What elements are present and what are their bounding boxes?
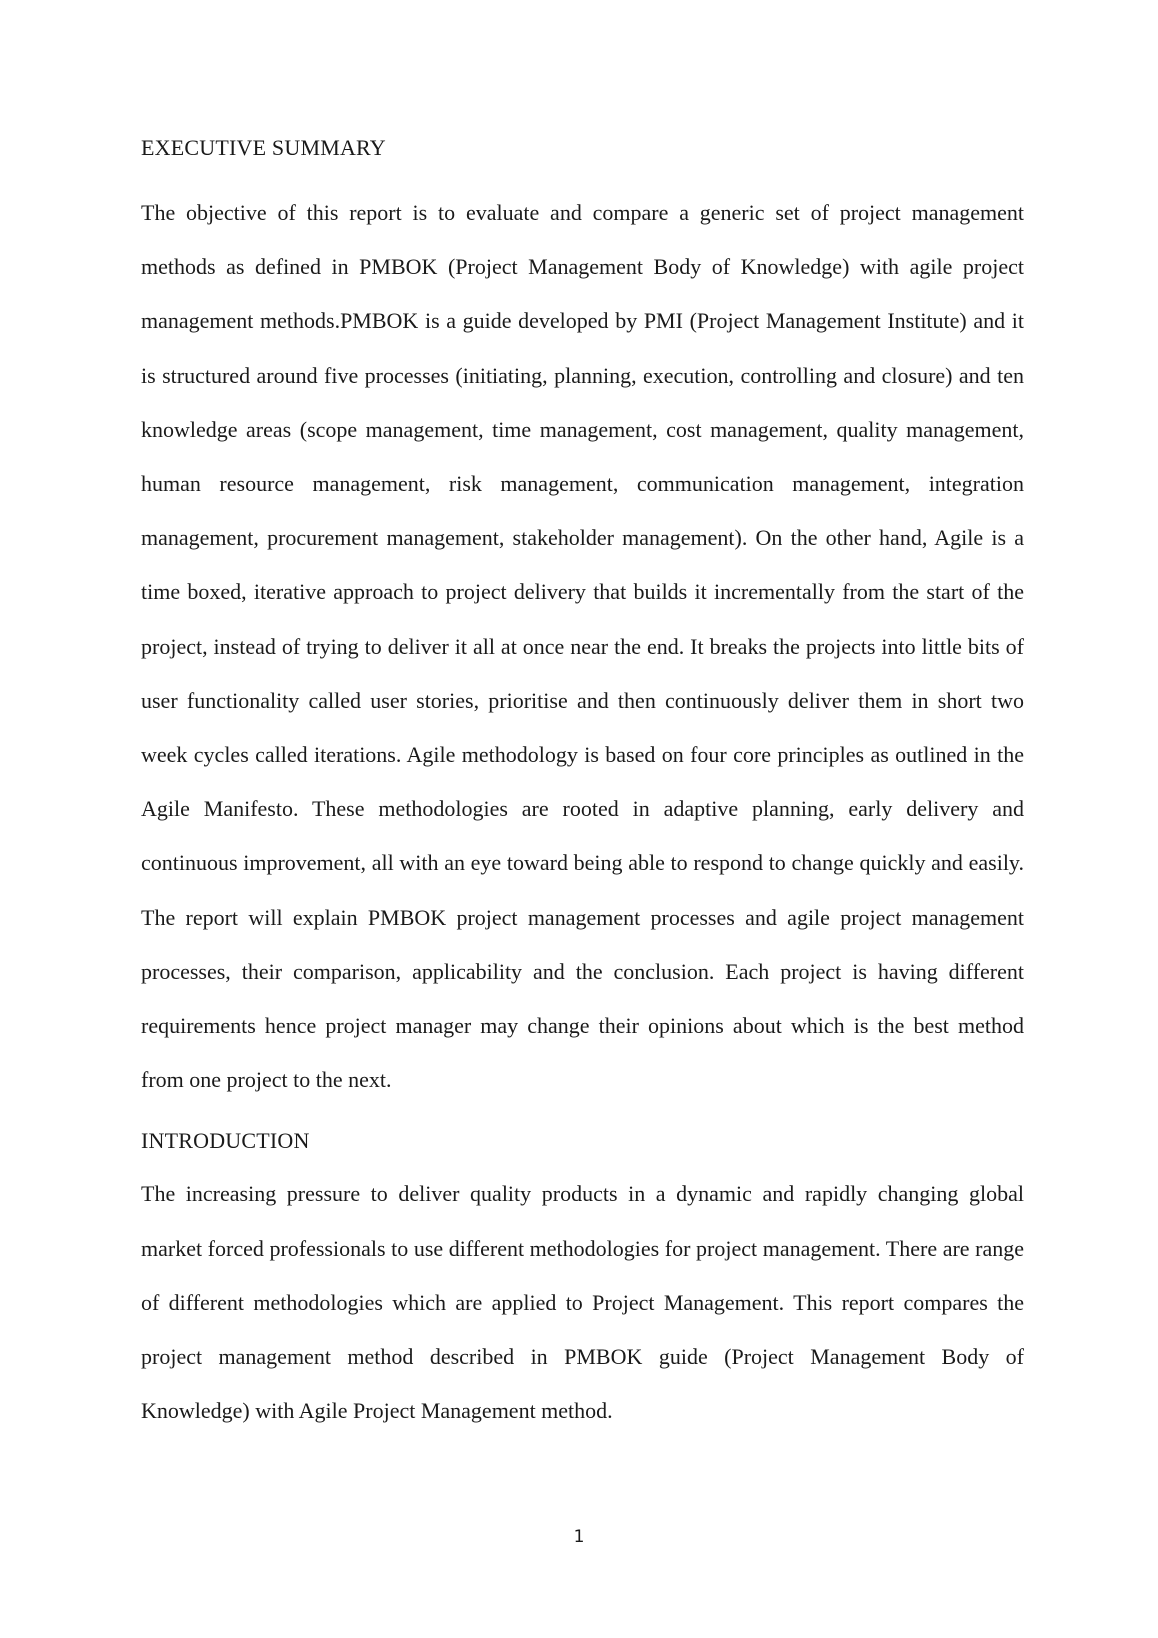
page-content bbox=[141, 132, 1024, 1438]
page-number: 1 bbox=[573, 1527, 585, 1547]
introduction-paragraph: The increasing pressure to deliver quality products in a dynamic and rapidly changing global market forced professionals to use different methodologies for project management. There are range of different methodologies which are applied to Project Management. This report compares the project management method described in PMBOK guide (Project Management Body of Knowledge) with Agile Project Management method. bbox=[141, 1181, 1024, 1424]
executive-summary-paragraph: The objective of this report is to evaluate and compare a generic set of project management methods as defined in PMBOK (Project Management Body of Knowledge) with agile project management methods.PMBOK is a guide developed by PMI (Project Management Institute) and it is structured around five processes (initiating, planning, execution, controlling and closure) and ten knowledge areas (scope management, time management, cost management, quality management, human resource management, risk management, communication management, integration management, procurement management, stakeholder management). On the other hand, Agile is a time boxed, iterative approach to project delivery that builds it incrementally from the start of the project, instead of trying to deliver it all at once near the end. It breaks the projects into little bits of user functionality called user stories, prioritise and then continuously deliver them in short two week cycles called iterations. Agile methodology is based on four core principles as outlined in the Agile Manifesto. These methodologies are rooted in adaptive planning, early delivery and continuous improvement, all with an eye toward being able to respond to change quickly and easily. The report will explain PMBOK project management processes and agile project management processes, their comparison, applicability and the conclusion. Each project is having different requirements hence project manager may change their opinions about which is the best method from one project to the next. bbox=[141, 200, 1024, 1093]
executive-summary-heading: EXECUTIVE SUMMARY bbox=[141, 135, 386, 160]
introduction-heading: INTRODUCTION bbox=[141, 1128, 310, 1154]
